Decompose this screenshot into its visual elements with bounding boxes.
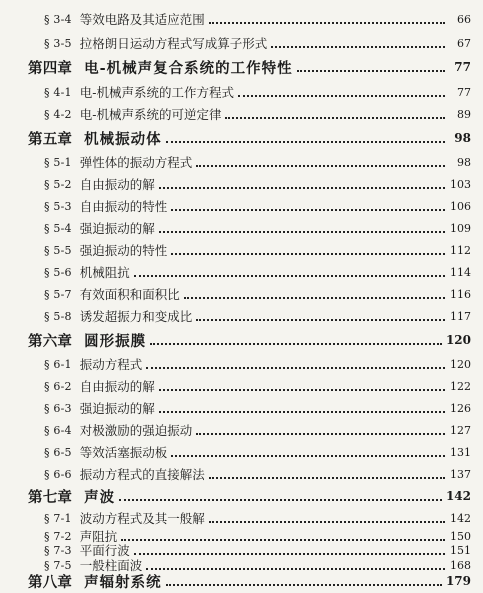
section-number: § 5-7 <box>44 287 72 301</box>
dot-leader <box>225 116 445 119</box>
dot-leader <box>184 296 445 299</box>
entry-title: 强迫振动的解 <box>79 401 155 416</box>
page-number: 131 <box>450 445 471 459</box>
entry-title: 弹性体的振动方程式 <box>79 155 193 170</box>
page-number: 77 <box>454 60 471 74</box>
section-number: § 5-5 <box>44 243 72 257</box>
entry-title: 强迫振动的特性 <box>79 243 168 258</box>
dot-leader <box>159 410 445 413</box>
toc-entry <box>44 284 471 304</box>
toc-entry <box>44 82 471 102</box>
toc-entry <box>44 174 471 194</box>
toc-entry <box>44 104 471 124</box>
toc-chapter <box>28 128 471 148</box>
page-number: 112 <box>450 243 471 257</box>
entry-title: 机械阻抗 <box>79 265 130 280</box>
entry-title: 一般柱面波 <box>79 558 143 573</box>
entry-title: 强迫振动的解 <box>79 221 155 236</box>
entry-title: 等效电路及其适应范围 <box>79 12 205 27</box>
section-number: § 3-4 <box>44 12 72 26</box>
section-number: § 7-3 <box>44 543 72 557</box>
section-number: § 5-4 <box>44 221 72 235</box>
page-number: 109 <box>450 221 471 235</box>
chapter-title: 圆形振膜 <box>84 332 147 350</box>
toc-chapter <box>28 571 471 591</box>
chapter-title: 机械振动体 <box>84 130 162 148</box>
entry-title: 诱发超振力和变成比 <box>79 309 193 324</box>
section-number: § 4-1 <box>44 85 72 99</box>
page-number: 179 <box>445 574 471 588</box>
page-number: 126 <box>450 401 471 415</box>
page-number: 66 <box>457 12 471 26</box>
page-number: 142 <box>450 511 471 525</box>
dot-leader <box>159 230 445 233</box>
dot-leader <box>150 342 442 345</box>
section-number: § 5-8 <box>44 309 72 323</box>
section-number: § 3-5 <box>44 36 72 50</box>
chapter-number: 第五章 <box>28 130 73 148</box>
page-number: 114 <box>450 265 471 279</box>
page-number: 127 <box>450 423 471 437</box>
chapter-title: 电-机械声复合系统的工作特性 <box>84 59 293 77</box>
toc-entry <box>44 196 471 216</box>
entry-title: 电-机械声系统的可逆定律 <box>79 107 222 122</box>
dot-leader <box>209 21 445 24</box>
entry-title: 拉格朗日运动方程式写成算子形式 <box>79 36 268 51</box>
dot-leader <box>271 45 445 48</box>
chapter-title: 声波 <box>84 488 116 506</box>
toc-entry <box>44 508 471 528</box>
chapter-number: 第七章 <box>28 488 73 506</box>
section-number: § 6-2 <box>44 379 72 393</box>
dot-leader <box>209 476 445 479</box>
toc-entry <box>44 9 471 29</box>
page-number: 168 <box>450 558 471 572</box>
chapter-number: 第四章 <box>28 59 73 77</box>
dot-leader <box>146 366 445 369</box>
dot-leader <box>171 208 445 211</box>
section-number: § 5-1 <box>44 155 72 169</box>
toc-chapter <box>28 330 471 350</box>
toc-entry <box>44 442 471 462</box>
toc-entry <box>44 262 471 282</box>
toc-entry <box>44 464 471 484</box>
page-number: 67 <box>457 36 471 50</box>
toc-entry <box>44 420 471 440</box>
dot-leader <box>209 520 445 523</box>
dot-leader <box>146 567 445 570</box>
section-number: § 7-5 <box>44 558 72 572</box>
dot-leader <box>119 498 442 501</box>
page-number: 137 <box>450 467 471 481</box>
toc-entry <box>44 152 471 172</box>
toc-entry <box>44 398 471 418</box>
section-number: § 6-4 <box>44 423 72 437</box>
chapter-title: 声辐射系统 <box>84 573 162 591</box>
toc-entry <box>44 354 471 374</box>
section-number: § 6-6 <box>44 467 72 481</box>
toc-entry <box>44 240 471 260</box>
dot-leader <box>166 583 442 586</box>
section-number: § 4-2 <box>44 107 72 121</box>
page-number: 98 <box>457 155 471 169</box>
toc-entry <box>44 376 471 396</box>
page-number: 116 <box>450 287 471 301</box>
entry-title: 对极激励的强迫振动 <box>79 423 193 438</box>
chapter-number: 第八章 <box>28 573 73 591</box>
dot-leader <box>196 432 445 435</box>
section-number: § 5-2 <box>44 177 72 191</box>
page-number: 89 <box>457 107 471 121</box>
toc-entry <box>44 33 471 53</box>
section-number: § 6-5 <box>44 445 72 459</box>
page-number: 98 <box>454 131 471 145</box>
toc-entry <box>44 306 471 326</box>
page-number: 120 <box>445 333 471 347</box>
section-number: § 7-1 <box>44 511 72 525</box>
toc-chapter <box>28 486 471 506</box>
page-number: 77 <box>457 85 471 99</box>
dot-leader <box>196 164 445 167</box>
dot-leader <box>297 69 445 72</box>
entry-title: 电-机械声系统的工作方程式 <box>79 85 234 100</box>
dot-leader <box>238 94 445 97</box>
entry-title: 平面行波 <box>79 543 130 558</box>
page-number: 142 <box>445 489 471 503</box>
section-number: § 6-1 <box>44 357 72 371</box>
dot-leader <box>196 318 445 321</box>
chapter-number: 第六章 <box>28 332 73 350</box>
page-number: 106 <box>450 199 471 213</box>
section-number: § 5-6 <box>44 265 72 279</box>
page-number: 150 <box>450 529 471 543</box>
toc-chapter <box>28 57 471 77</box>
dot-leader <box>134 274 445 277</box>
entry-title: 波动方程式及其一般解 <box>79 511 205 526</box>
section-number: § 6-3 <box>44 401 72 415</box>
entry-title: 有效面积和面积比 <box>79 287 180 302</box>
dot-leader <box>159 186 445 189</box>
toc-entry <box>44 218 471 238</box>
section-number: § 5-3 <box>44 199 72 213</box>
entry-title: 声阻抗 <box>79 529 118 544</box>
entry-title: 自由振动的解 <box>79 177 155 192</box>
dot-leader <box>159 388 445 391</box>
page-number: 151 <box>450 543 471 557</box>
entry-title: 振动方程式 <box>79 357 143 372</box>
dot-leader <box>166 140 445 143</box>
dot-leader <box>171 252 445 255</box>
entry-title: 自由振动的解 <box>79 379 155 394</box>
entry-title: 等效活塞振动板 <box>79 445 168 460</box>
page-number: 120 <box>450 357 471 371</box>
entry-title: 自由振动的特性 <box>79 199 168 214</box>
page-number: 103 <box>450 177 471 191</box>
page-number: 122 <box>450 379 471 393</box>
dot-leader <box>171 454 445 457</box>
page-number: 117 <box>450 309 471 323</box>
entry-title: 振动方程式的直接解法 <box>79 467 205 482</box>
section-number: § 7-2 <box>44 529 72 543</box>
